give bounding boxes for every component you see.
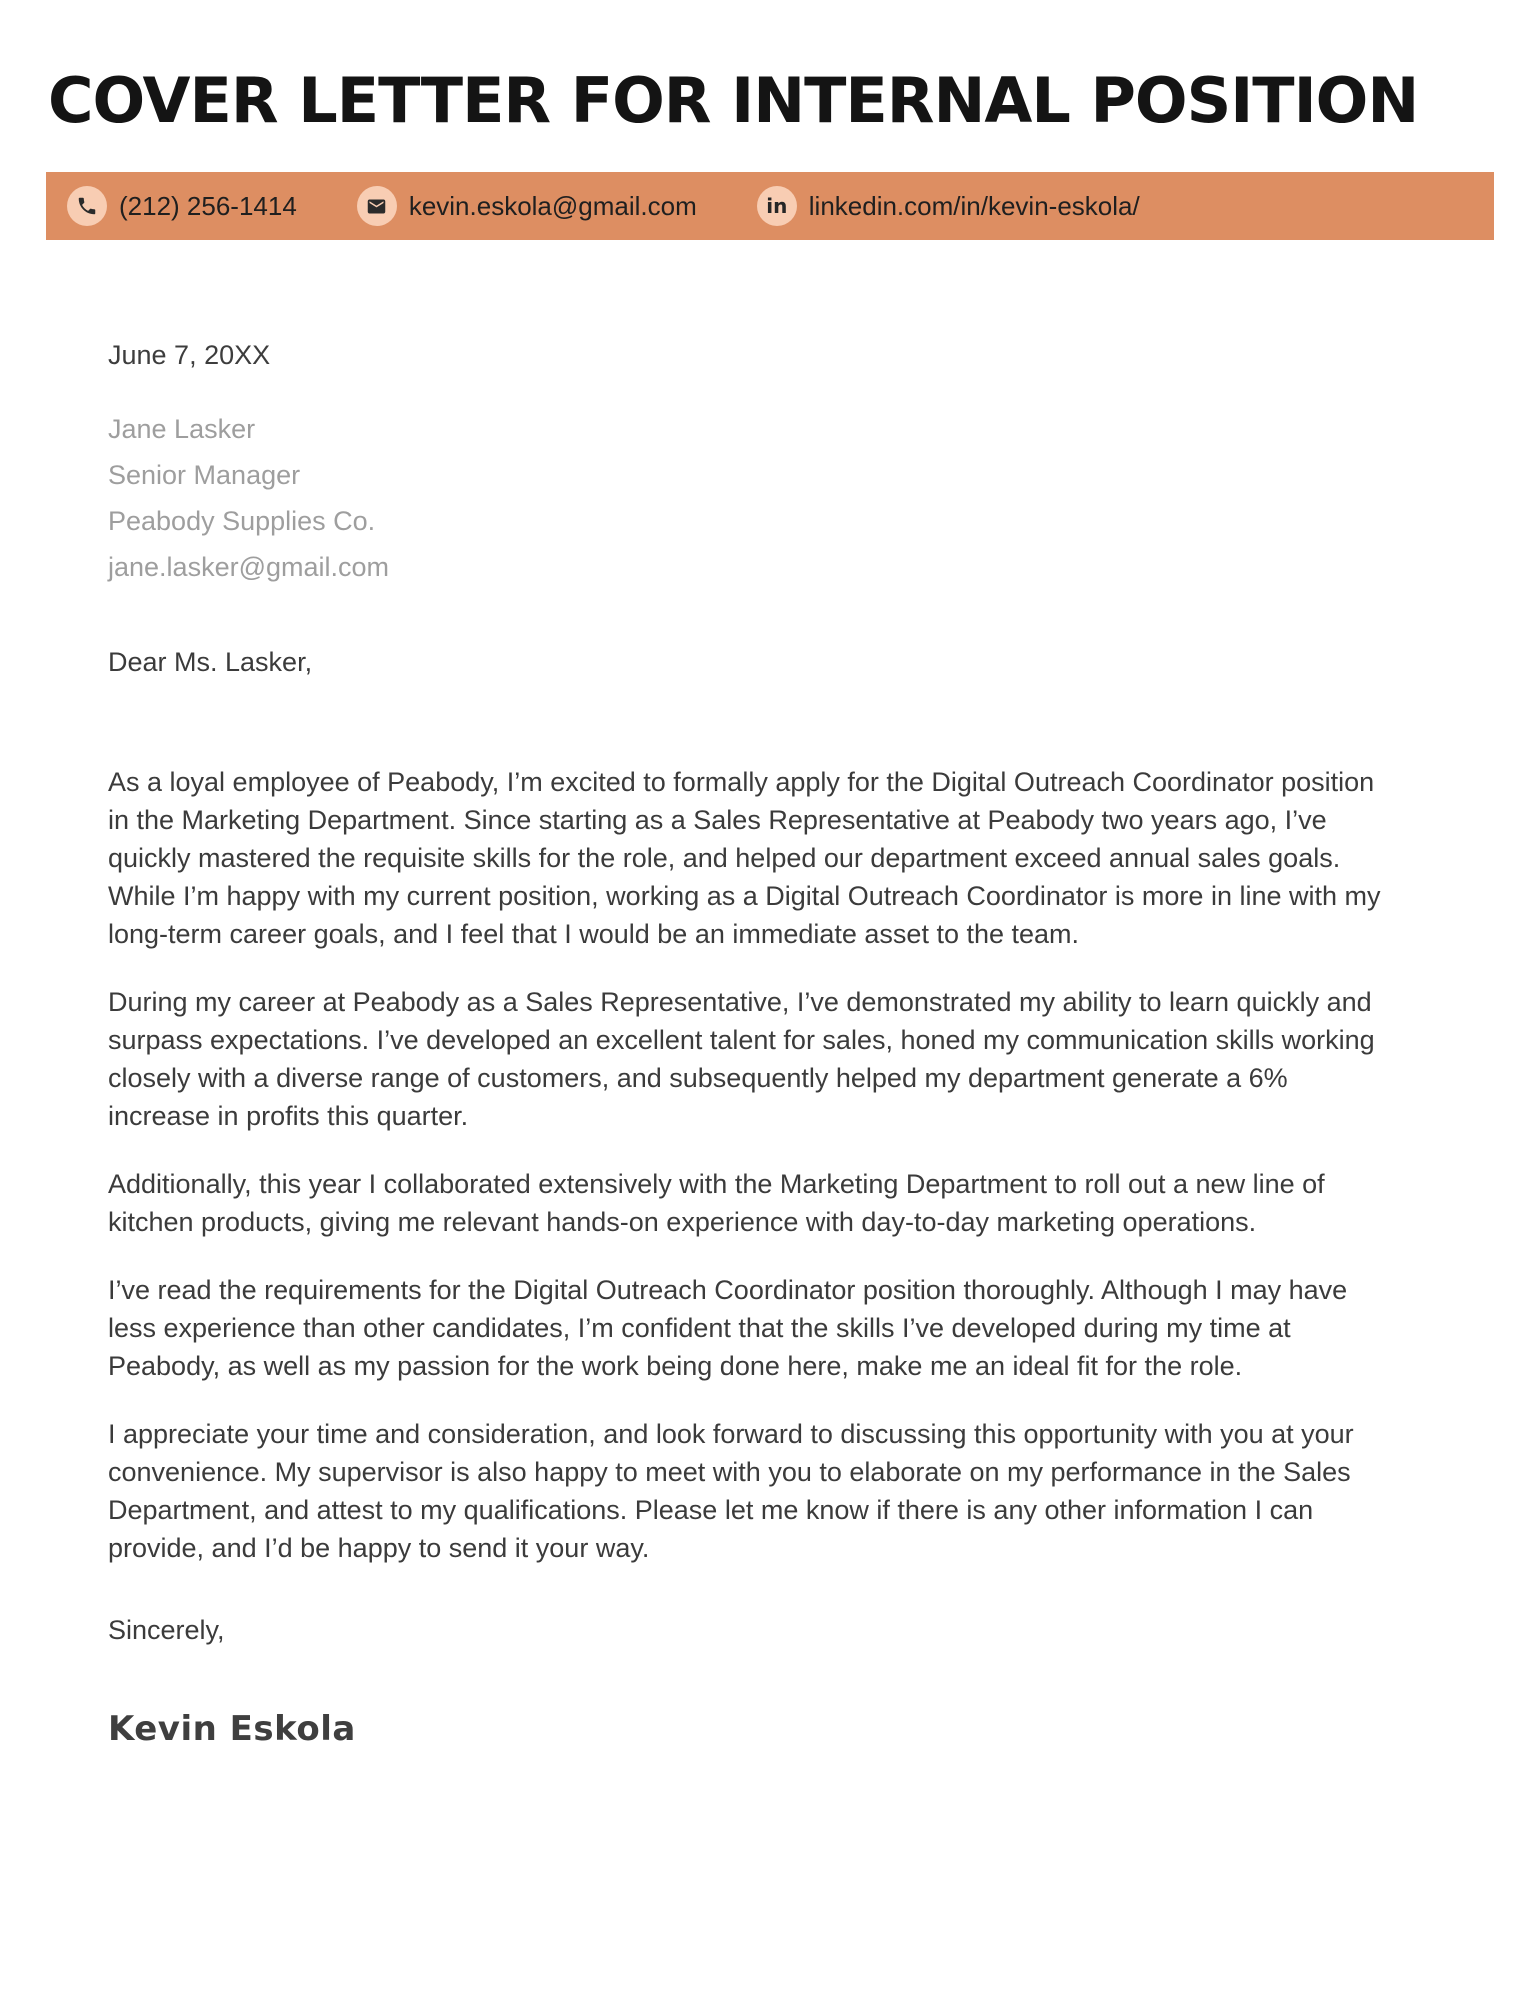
contact-item-email [357,186,697,226]
paragraph-2: During my career at Peabody as a Sales Representative, I’ve demonstrated my ability to learn quickly and surpass expectations. I’ve developed an excellent talent for sales, honed my communication skills working closely with a diverse range of customers, and subsequently helped my department generate a 6% increase in profits this quarter. [108,987,1375,1131]
paragraph-4: I’ve read the requirements for the Digital Outreach Coordinator position thoroughly. Although I may have less experience than other candidates, I’m confident that the skills I’ve developed during my time at Peabody, as well as my passion for the work being done here, make me an ideal fit for the role. [108,1275,1348,1381]
recipient-name: Jane Lasker [108,414,256,444]
paragraph-1: As a loyal employee of Peabody, I’m excited to formally apply for the Digital Outreach Coordinator position in the Marketing Department. Since starting as a Sales Representative at Peabody two years ago, I’ve quickly mastered the requisite skills for the role, and helped our department exceed annual sales goals. While I’m happy with my current position, working as a Digital Outreach Coordinator is more in line with my long-term career goals, and I feel that I would be an immediate asset to the team. [108,767,1381,949]
phone-number[interactable]: (212) 256-1414 [119,190,297,221]
recipient-email: jane.lasker@gmail.com [108,552,390,582]
email-icon [357,186,397,226]
linkedin-icon: in [757,186,797,226]
letter-paragraphs [108,763,1398,1567]
closing: Sincerely, [108,1615,225,1645]
letter-date: June 7, 20XX [108,340,271,370]
contact-item-linkedin [757,186,1140,226]
phone-icon [67,186,107,226]
contact-item-phone [67,186,297,226]
linkedin-url[interactable]: linkedin.com/in/kevin-eskola/ [808,190,1140,221]
email-address[interactable]: kevin.eskola@gmail.com [408,190,697,221]
salutation: Dear Ms. Lasker, [108,647,313,677]
page-title: COVER LETTER FOR INTERNAL POSITION [48,64,1419,137]
paragraph-5: I appreciate your time and consideration, and look forward to discussing this opportunity with you at your convenience. My supervisor is also happy to meet with you to elaborate on my performance in the Sales Department, and attest to my qualifications. Please let me know if there is any other information I can provide, and I’d be happy to send it your way. [108,1419,1354,1563]
paragraph-3: Additionally, this year I collaborated extensively with the Marketing Department to roll out a new line of kitchen products, giving me relevant hands-on experience with day-to-day marketing operations. [108,1169,1325,1237]
contact-bar [46,172,1494,240]
recipient-title: Senior Manager [108,460,301,490]
recipient-company: Peabody Supplies Co. [108,506,376,536]
signature-name: Kevin Eskola [108,1709,356,1749]
recipient-block [108,406,1398,590]
letter-body [108,340,1398,1749]
